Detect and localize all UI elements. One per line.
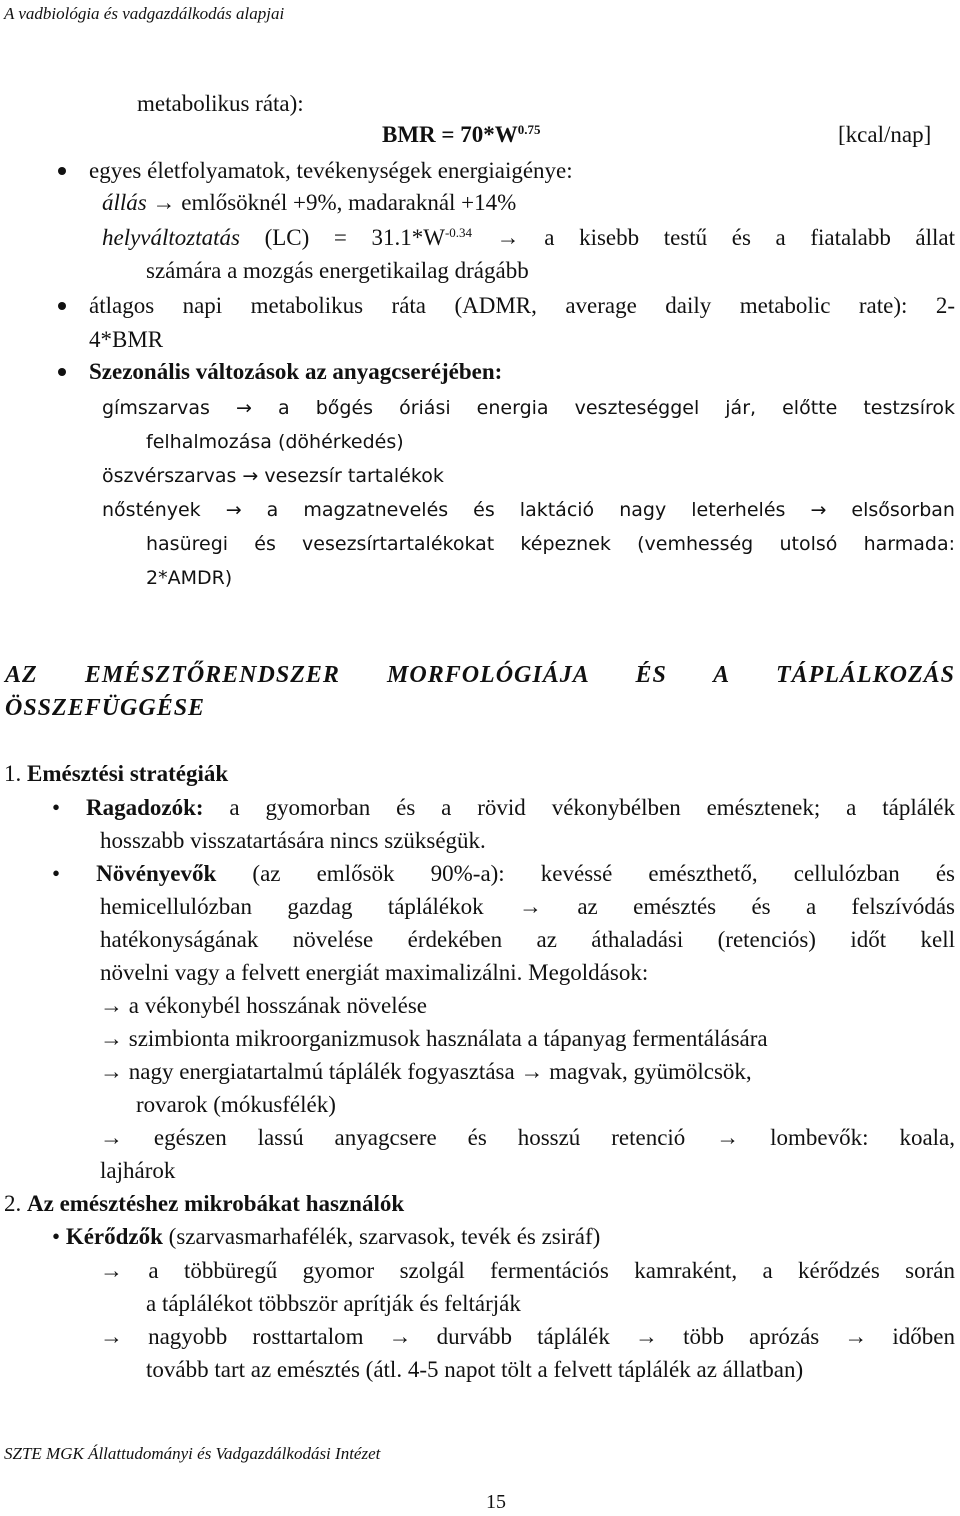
novenyevok-label: Növényevők (96, 861, 217, 886)
kerodzok-line (52, 1223, 600, 1251)
arrow-icon: → (100, 1026, 123, 1051)
ragadozok-line (52, 794, 955, 822)
oszverszarvas-text: vesezsír tartalékok (264, 465, 444, 487)
bmr-formula (382, 121, 541, 149)
nostenyek-label: nőstények (102, 499, 201, 521)
solution-text-2: lombevők: koala, (770, 1125, 955, 1150)
kerodzok-label: Kérődzők (65, 1224, 163, 1249)
section-heading-cont: ÖSSZEFÜGGÉSE (5, 695, 206, 721)
text-line: 2*AMDR) (146, 567, 233, 589)
novenyevok-text-3: az emésztés és a felszívódás (577, 894, 956, 919)
bullet-text: egyes életfolyamatok, tevékenységek energiaigénye: (89, 158, 573, 183)
numbered-heading (4, 760, 228, 788)
arrow-icon: → (225, 499, 242, 521)
allas-label: állás (102, 190, 147, 215)
heading-text: Az emésztéshez mikrobákat használók (27, 1191, 405, 1216)
text-line: lajhárok (100, 1158, 176, 1183)
arrow-icon: → (810, 499, 827, 521)
numbered-heading (4, 1190, 404, 1218)
k2c-text: több aprózás (683, 1324, 820, 1349)
solution-text: egészen lassú anyagcsere és hosszú retenció (153, 1125, 686, 1150)
text-line: rovarok (mókusfélék) (136, 1092, 336, 1117)
text-line: a táplálékot többször aprítják és feltárják (146, 1291, 521, 1316)
arrow-icon: → (100, 993, 123, 1018)
heading-number: 2. (4, 1191, 22, 1216)
arrow-icon: → (236, 397, 252, 419)
novenyevok-line (52, 860, 955, 888)
hely-formula: (LC) = 31.1*W (264, 225, 445, 250)
bmr-exponent: 0.75 (517, 122, 541, 137)
solution-line (100, 1124, 955, 1152)
arrow-icon: → (100, 1258, 123, 1283)
running-header: A vadbiológia és vadgazdálkodás alapjai (4, 4, 285, 23)
heading-number: 1. (4, 761, 22, 786)
bullet-icon: • (52, 861, 61, 886)
helyvaltoztatas-line (102, 224, 955, 252)
bullet-icon: • (52, 1224, 61, 1249)
k2a-text: nagyobb rosttartalom (148, 1324, 364, 1349)
novenyevok-text: (az emlősök 90%-a): kevéssé emészthető, cellulózban és (252, 861, 956, 886)
bmr-unit: [kcal/nap] (838, 122, 932, 147)
nostenyek-text-2: elsősorban (851, 499, 955, 521)
arrow-icon: → (152, 190, 176, 215)
solution-line (100, 1058, 752, 1086)
footer-institute: SZTE MGK Állattudományi és Vadgazdálkodási Intézet (4, 1444, 381, 1463)
solution-line (100, 992, 427, 1020)
arrow-icon: → (100, 1125, 123, 1150)
bullet-dot (58, 167, 66, 175)
oszverszarvas-label: öszvérszarvas (102, 465, 237, 487)
arrow-icon: → (242, 465, 259, 487)
bullet-dot (58, 368, 66, 376)
nostenyek-text: a magzatnevelés és laktáció nagy leterhelés (266, 499, 786, 521)
solution-text-2: magvak, gyümölcsök, (549, 1059, 752, 1084)
arrow-icon: → (100, 1324, 123, 1349)
arrow-icon: → (716, 1125, 740, 1150)
arrow-icon: → (520, 1059, 544, 1084)
arrow-icon: → (518, 894, 542, 919)
nostenyek-line (102, 496, 955, 524)
k2b-text: durvább táplálék (436, 1324, 610, 1349)
text-line: metabolikus ráta): (137, 91, 304, 116)
text-line: hosszabb visszatartására nincs szükségük. (100, 828, 486, 853)
ragadozok-text: a gyomorban és a rövid vékonybélben emésztenek; a táplálék (229, 795, 956, 820)
solution-text: nagy energiatartalmú táplálék fogyasztása (128, 1059, 515, 1084)
page-number: 15 (486, 1491, 506, 1513)
gimszarvas-text: a bőgés óriási energia veszteséggel jár, előtte testzsírok (278, 397, 955, 419)
heading-text: Emésztési stratégiák (27, 761, 229, 786)
arrow-icon: → (844, 1324, 868, 1349)
solution-text: szimbionta mikroorganizmusok használata a tápanyag fermentálására (128, 1026, 768, 1051)
section-heading: AZ EMÉSZTŐRENDSZER MORFOLÓGIÁJA ÉS A TÁPLÁLKOZÁS (5, 662, 955, 688)
bullet-text: átlagos napi metabolikus ráta (ADMR, average daily metabolic rate): 2- (89, 293, 955, 318)
k2d-text: időben (892, 1324, 956, 1349)
kerodzok-point (100, 1257, 955, 1285)
gimszarvas-label: gímszarvas (102, 397, 210, 419)
text-line: számára a mozgás energetikailag drágább (146, 258, 529, 283)
bmr-formula-text: BMR = 70*W (382, 122, 518, 147)
bullet-dot (58, 302, 66, 310)
novenyevok-text-2: hemicellulózban gazdag táplálékok (100, 894, 484, 919)
solution-line (100, 1025, 768, 1053)
arrow-icon: → (634, 1324, 658, 1349)
text-line: hasüregi és vesezsírtartalékokat képeznek (vemhesség utolsó harmada: (146, 533, 955, 555)
hely-text: a kisebb testű és a fiatalabb állat (544, 225, 956, 250)
allas-text: emlősöknél +9%, madaraknál +14% (181, 190, 517, 215)
text-line (100, 893, 955, 921)
kerodzok-text: (szarvasmarhafélék, szarvasok, tevék és zsiráf) (168, 1224, 601, 1249)
text-line: hatékonyságának növelése érdekében az áthaladási (retenciós) időt kell (100, 927, 955, 952)
oszverszarvas-line (102, 462, 444, 490)
bullet-icon: • (52, 795, 61, 820)
arrow-icon: → (496, 225, 520, 250)
text-line: tovább tart az emésztés (átl. 4-5 napot tölt a felvett táplálék az állatban) (146, 1357, 804, 1382)
arrow-icon: → (388, 1324, 412, 1349)
ragadozok-label: Ragadozók: (85, 795, 204, 820)
hely-exponent: -0.34 (444, 225, 473, 240)
text-line: 4*BMR (89, 327, 164, 352)
allas-line (102, 189, 516, 217)
text-line: növelni vagy a felvett energiát maximalizálni. Megoldások: (100, 960, 649, 985)
kerodzok-point-text: a többüregű gyomor szolgál fermentációs kamraként, a kérődzés során (148, 1258, 956, 1283)
text-line: felhalmozása (döhérkedés) (146, 431, 404, 453)
gimszarvas-line (102, 394, 955, 422)
arrow-icon: → (100, 1059, 123, 1084)
bullet-heading: Szezonális változások az anyagcseréjében: (89, 359, 503, 384)
solution-text: a vékonybél hosszának növelése (128, 993, 428, 1018)
hely-label: helyváltoztatás (102, 225, 240, 250)
kerodzok-point (100, 1323, 955, 1351)
